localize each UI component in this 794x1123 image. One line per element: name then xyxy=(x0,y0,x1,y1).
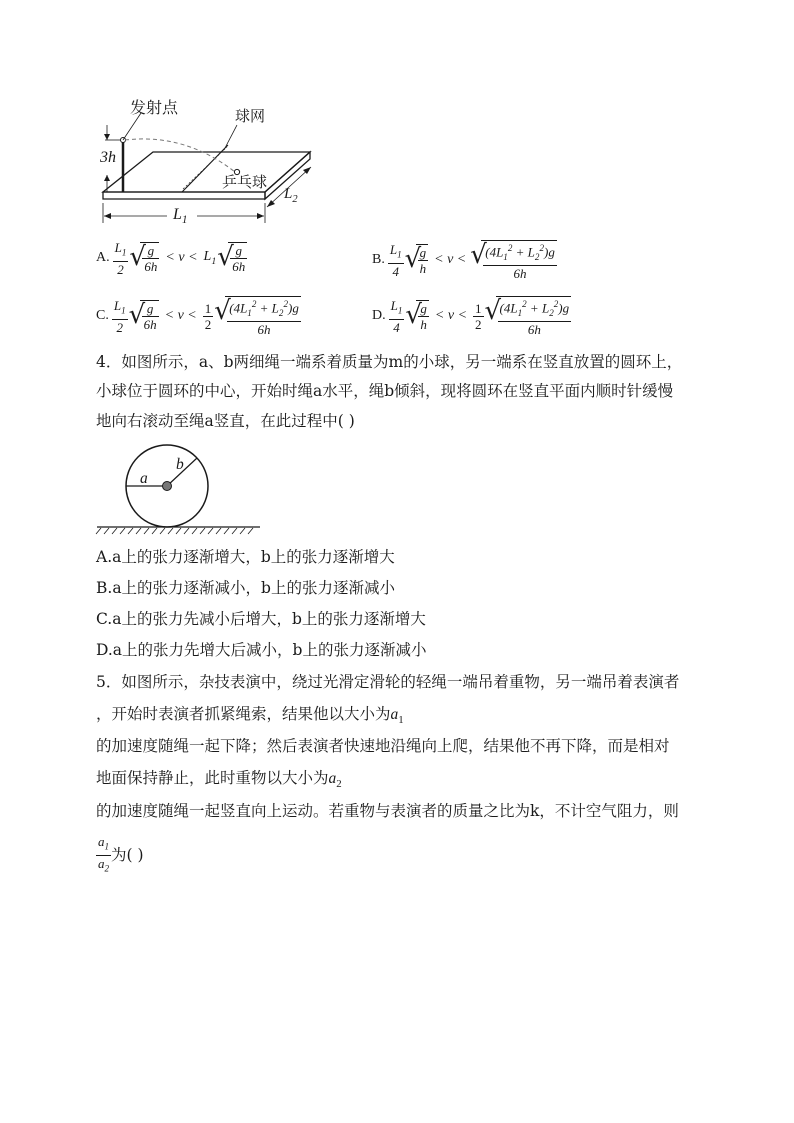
q5-line-3: 的加速度随绳一起下降；然后表演者快速地沿绳向上爬，结果他不再下降，而是相对 xyxy=(96,737,670,755)
q4-option-c[interactable]: C.a上的张力先减小后增大，b上的张力逐渐增大 xyxy=(96,610,426,628)
height-label: 3h xyxy=(100,149,116,166)
q4-line-1: 4．如图所示，a、b两细绳一端系着质量为m的小球，另一端系在竖直放置的圆环上， xyxy=(96,353,683,371)
option-d[interactable]: D. $\frac{L_1}{4}$ √ $\frac{g}{h}$ < v < $\frac{1}{2}$ √ $\frac{(4L_1^2 + L_2^2)g}{6h}$ xyxy=(372,296,571,337)
q5-line-1: 5．如图所示，杂技表演中，绕过光滑定滑轮的轻绳一端吊着重物，另一端吊着表演者 xyxy=(96,673,680,691)
q4-option-d[interactable]: D.a上的张力先增大后减小，b上的张力逐渐减小 xyxy=(96,641,427,659)
q4-option-a[interactable]: A.a上的张力逐渐增大，b上的张力逐渐增大 xyxy=(96,548,395,566)
option-b[interactable]: B. $\frac{L_1}{4}$ √ $\frac{g}{h}$ < v < √ $\frac{(4L_1^2 + L_2^2)g}{6h}$ xyxy=(372,240,557,281)
q4-line-2: 小球位于圆环的中心，开始时绳a水平，绳b倾斜，现将圆环在竖直平面内顺时针缓慢 xyxy=(96,382,674,400)
q5-line-4: 地面保持静止，此时重物以大小为$a_2$ xyxy=(96,769,342,791)
launch-point-label: 发射点 xyxy=(130,98,179,117)
option-a[interactable]: A. $\frac{L_1}{2}$ √ $\frac{g}{6h}$ < v < $L_1$ √ $\frac{g}{6h}$ xyxy=(96,240,247,277)
rope-a-label: a xyxy=(140,470,148,487)
l1-label: $L_1$ xyxy=(173,206,188,227)
option-c[interactable]: C. $\frac{L_1}{2}$ √ $\frac{g}{6h}$ < v < $\frac{1}{2}$ √ $\frac{(4L_1^2 + L_2^2)g}{6h}$ xyxy=(96,296,301,337)
q5-line-6: $\frac{a_1}{a_2}$ 为( ) xyxy=(96,834,144,876)
q4-option-b[interactable]: B.a上的张力逐渐减小，b上的张力逐渐减小 xyxy=(96,579,395,597)
ratio-fraction: $\frac{a_1}{a_2}$ xyxy=(98,834,110,874)
rope-b-label: b xyxy=(176,456,184,473)
q4-line-3: 地向右滚动至绳a竖直，在此过程中( ) xyxy=(96,412,355,430)
q5-line-5: 的加速度随绳一起竖直向上运动。若重物与表演者的质量之比为k，不计空气阻力，则 xyxy=(96,802,679,820)
ball-label: 乒乓球 xyxy=(222,173,268,191)
q5-line-2: ，开始时表演者抓紧绳索，结果他以大小为$a_1$ xyxy=(96,705,404,727)
l2-label: $L_2$ xyxy=(284,186,298,205)
net-label: 球网 xyxy=(235,107,266,125)
